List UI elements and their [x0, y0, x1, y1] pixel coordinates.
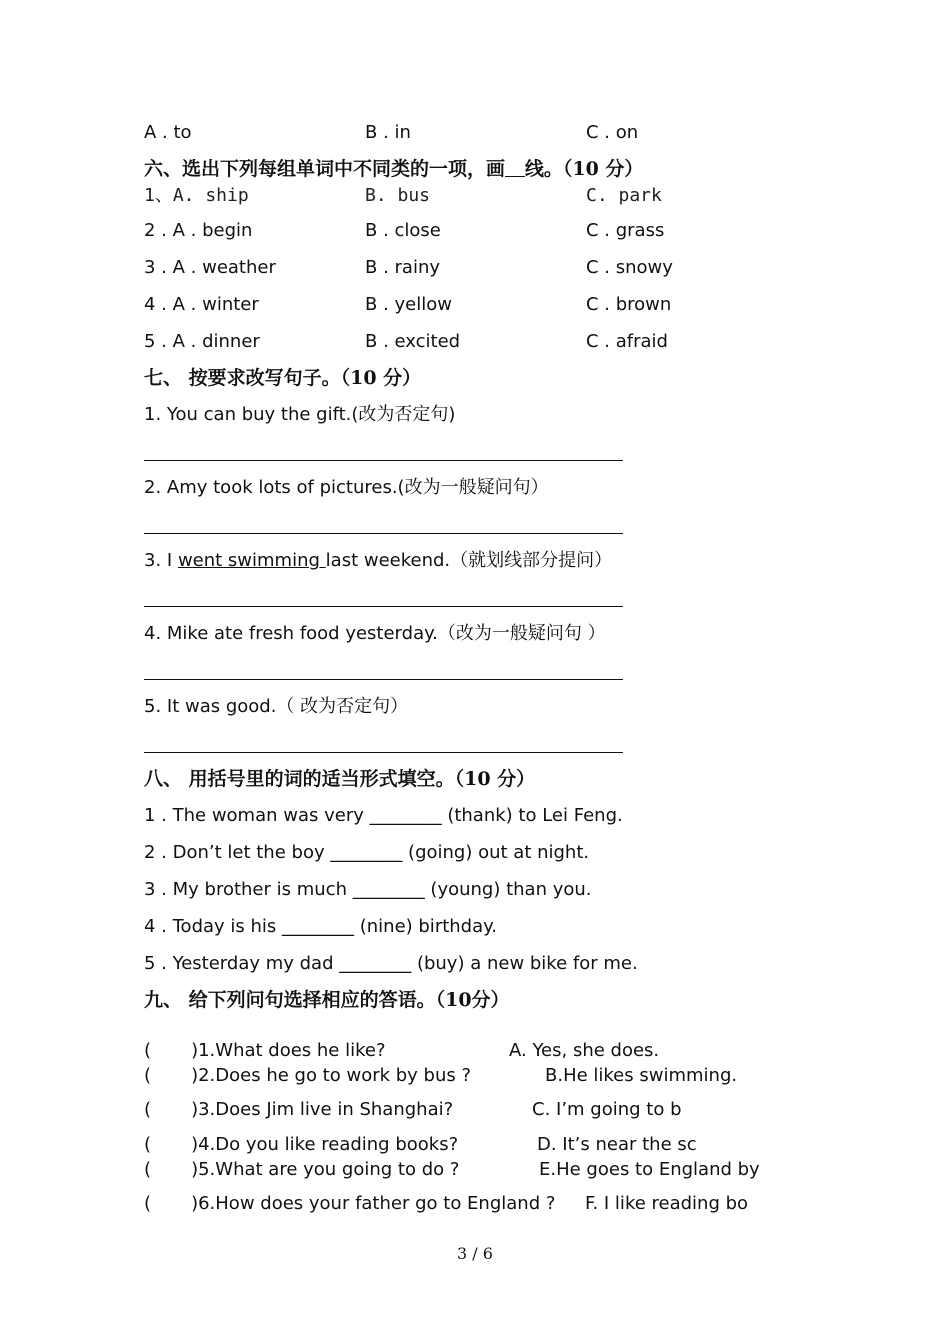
s9-q1: ( )1.What does he like?: [144, 1040, 386, 1061]
s7-item4: 4. Mike ate fresh food yesterday.（改为一般疑问句 ）: [144, 623, 606, 644]
section7-heading: 七、 按要求改写句子。（10 分）: [144, 367, 422, 389]
s7-item5: 5. It was good.（ 改为否定句）: [144, 696, 409, 717]
section8-heading: 八、 用括号里的词的适当形式填空。（10 分）: [144, 768, 536, 790]
s7-item3-pre: 3. I: [144, 550, 178, 571]
section6-heading-blank: [505, 158, 525, 180]
s6-row4-c: C . brown: [586, 294, 672, 315]
s6-row4-b: B . yellow: [365, 294, 452, 315]
s6-row1-c: C. park: [586, 185, 662, 206]
s9-q6: ( )6.How does your father go to England ?: [144, 1193, 556, 1214]
s8-item5: 5 . Yesterday my dad ________ (buy) a new bike for me.: [144, 953, 638, 974]
s7-item3-post: last weekend.（就划线部分提问）: [325, 550, 613, 571]
s8-item2: 2 . Don’t let the boy ________ (going) out at night.: [144, 842, 590, 863]
s7-answer-line4[interactable]: [144, 679, 623, 680]
s9-a5: E.He goes to England by: [539, 1159, 760, 1180]
s8-item3: 3 . My brother is much ________ (young) than you.: [144, 879, 592, 900]
s7-item3-underlined: went swimming: [177, 550, 326, 571]
s9-a2: B.He likes swimming.: [545, 1065, 738, 1086]
s9-q2: ( )2.Does he go to work by bus ?: [144, 1065, 472, 1086]
s7-item3: [144, 550, 612, 572]
s8-item1: 1 . The woman was very ________ (thank) to Lei Feng.: [144, 805, 623, 826]
s7-answer-line1[interactable]: [144, 460, 623, 461]
s6-row1-a: 1、A. ship: [144, 185, 249, 206]
s6-row3-c: C . snowy: [586, 257, 673, 278]
s9-a4: D. It’s near the sc: [537, 1134, 697, 1155]
s9-q3: ( )3.Does Jim live in Shanghai?: [144, 1099, 454, 1120]
prev-option-b: B . in: [365, 122, 411, 143]
s6-row2-b: B . close: [365, 220, 441, 241]
s8-item4: 4 . Today is his ________ (nine) birthday.: [144, 916, 497, 937]
s6-row2-c: C . grass: [586, 220, 665, 241]
s9-a6: F. I like reading bo: [585, 1193, 749, 1214]
s6-row3-a: 3 . A . weather: [144, 257, 276, 278]
s6-row4-a: 4 . A . winter: [144, 294, 259, 315]
section6-heading-before: 六、选出下列每组单词中不同类的一项，画: [144, 158, 506, 180]
s9-q5: ( )5.What are you going to do ?: [144, 1159, 460, 1180]
section6-heading-after: 线。（10 分）: [524, 158, 644, 180]
s7-answer-line3[interactable]: [144, 606, 623, 607]
section6-heading: [144, 158, 643, 181]
s6-row1-b: B. bus: [365, 185, 431, 206]
s7-item1: 1. You can buy the gift.(改为否定句): [144, 404, 456, 425]
s9-a1: A. Yes, she does.: [509, 1040, 660, 1061]
s7-answer-line5[interactable]: [144, 752, 623, 753]
s6-row3-b: B . rainy: [365, 257, 441, 278]
prev-option-c: C . on: [586, 122, 639, 143]
prev-option-a: A . to: [144, 122, 192, 143]
s9-a3: C. I’m going to b: [532, 1099, 682, 1120]
s7-item2: 2. Amy took lots of pictures.(改为一般疑问句）: [144, 477, 549, 498]
s7-answer-line2[interactable]: [144, 533, 623, 534]
s6-row2-a: 2 . A . begin: [144, 220, 253, 241]
s6-row5-a: 5 . A . dinner: [144, 331, 260, 352]
s6-row5-b: B . excited: [365, 331, 461, 352]
section9-heading: 九、 给下列问句选择相应的答语。（10分）: [144, 989, 510, 1011]
s9-q4: ( )4.Do you like reading books?: [144, 1134, 459, 1155]
s6-row5-c: C . afraid: [586, 331, 668, 352]
page-number: 3 / 6: [457, 1244, 493, 1263]
